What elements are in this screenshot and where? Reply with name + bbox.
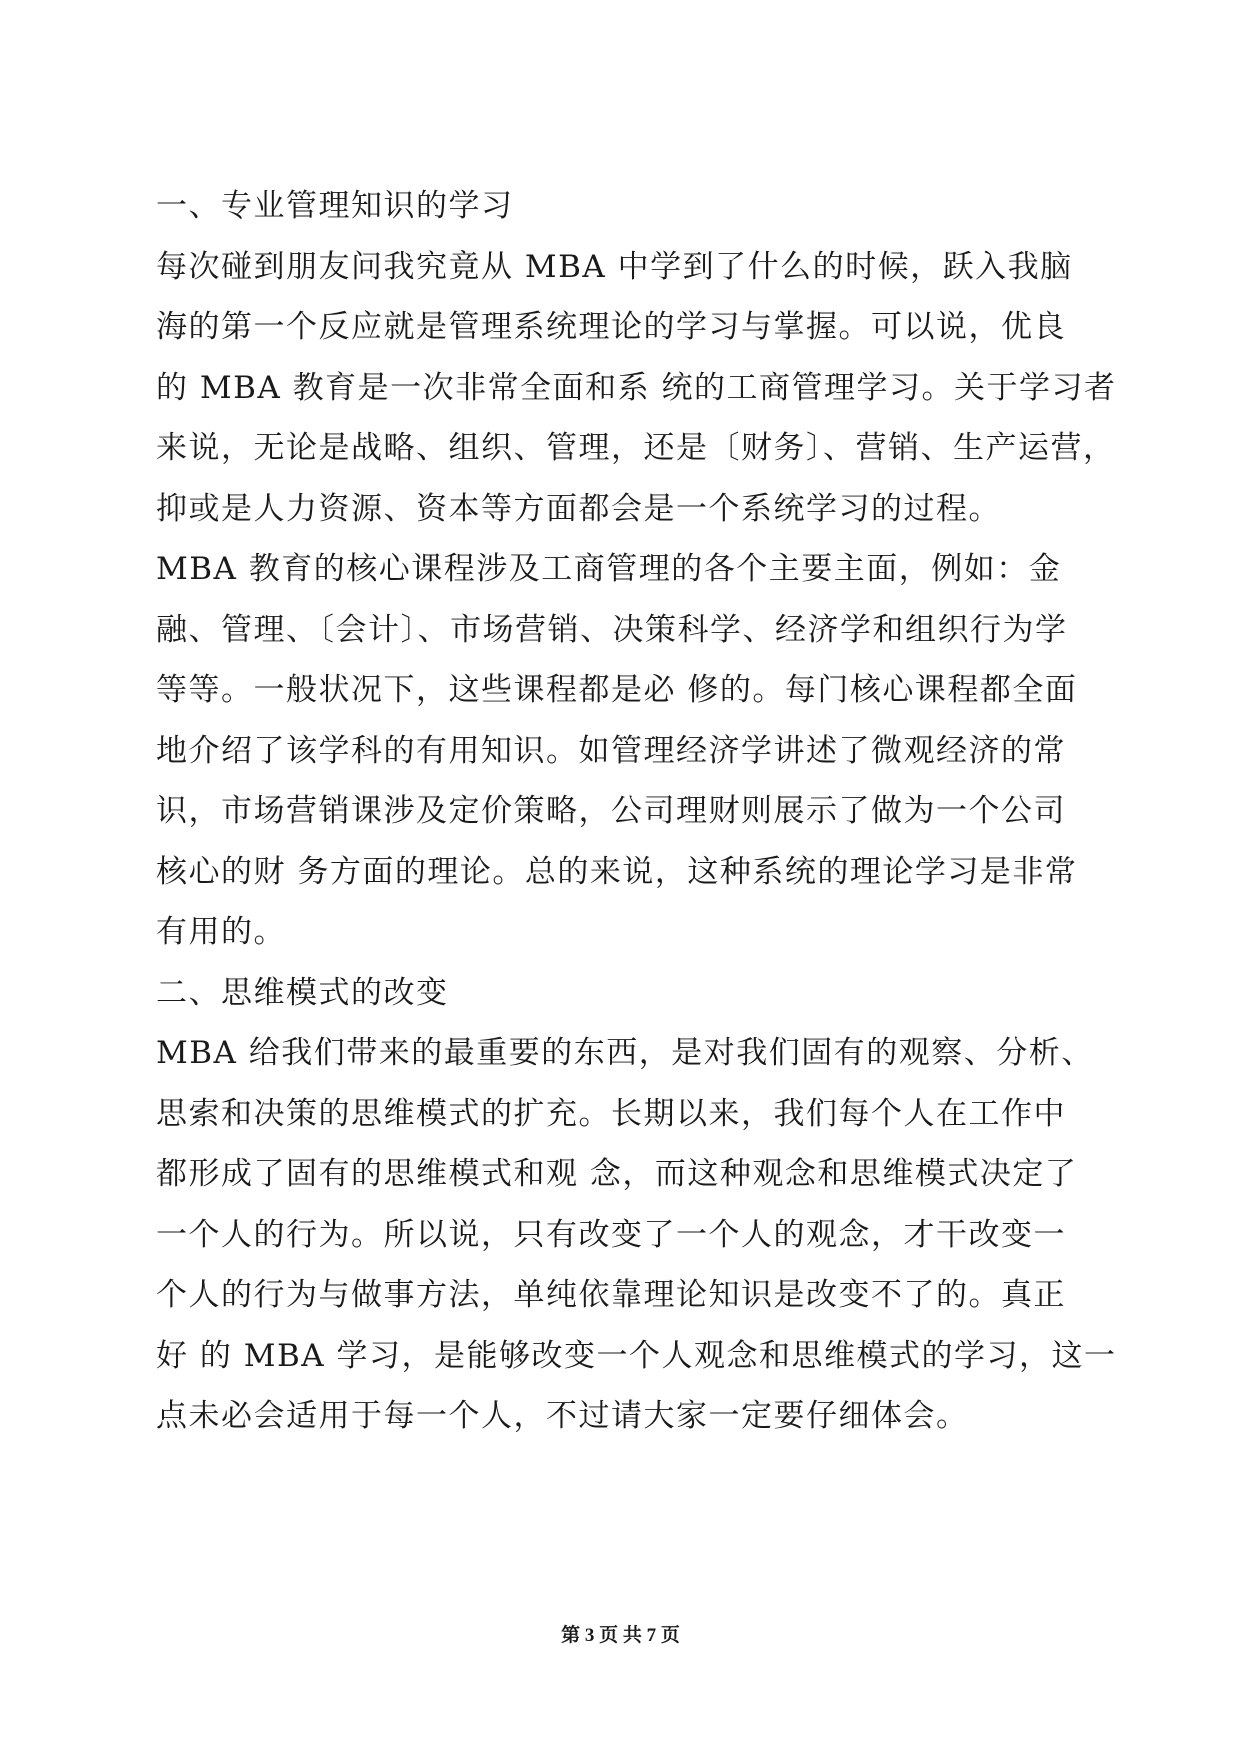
body-line: 融、管理、〔会计〕、市场营销、决策科学、经济学和组织行为学 — [156, 611, 1068, 648]
body-line: 好 的 MBA 学习，是能够改变一个人观念和思维模式的学习，这一 — [156, 1337, 1117, 1374]
body-line: 个人的行为与做事方法，单纯依靠理论知识是改变不了的。真正 — [156, 1277, 1066, 1313]
section-heading-1: 一、专业管理知识的学习 — [156, 188, 514, 224]
section-heading-2: 二、思维模式的改变 — [156, 974, 449, 1011]
body-line: 地介绍了该学科的有用知识。如管理经济学讲述了微观经济的常 — [156, 732, 1066, 769]
body-line: 抑或是人力资源、资本等方面都会是一个系统学习的过程。 — [156, 490, 1001, 527]
body-line: 的 MBA 教育是一次非常全面和系 统的工商管理学习。关于学习者 — [156, 369, 1117, 406]
body-line: MBA 教育的核心课程涉及工商管理的各个主要主面，例如：金 — [156, 551, 1062, 587]
body-line: 识，市场营销课涉及定价策略，公司理财则展示了做为一个公司 — [156, 793, 1066, 829]
body-line: MBA 给我们带来的最重要的东西，是对我们固有的观察、分析、 — [156, 1035, 1094, 1071]
document-body — [156, 176, 1117, 1447]
body-line: 来说，无论是战略、组织、管理，还是〔财务〕、营销、生产运营， — [156, 430, 1116, 466]
body-line: 有用的。 — [156, 914, 286, 950]
body-line: 点未必会适用于每一个人，不过请大家一定要仔细体会。 — [156, 1398, 969, 1434]
body-line: 思索和决策的思维模式的扩充。长期以来，我们每个人在工作中 — [156, 1095, 1066, 1132]
body-line: 每次碰到朋友问我究竟从 MBA 中学到了什么的时候，跃入我脑 — [156, 248, 1073, 285]
body-line: 核心的财 务方面的理论。总的来说，这种系统的理论学习是非常 — [156, 853, 1078, 890]
page-number-footer: 第 3 页 共 7 页 — [561, 1625, 680, 1646]
body-line: 海的第一个反应就是管理系统理论的学习与掌握。可以说，优良 — [156, 309, 1066, 345]
body-line: 都形成了固有的思维模式和观 念，而这种观念和思维模式决定了 — [156, 1156, 1078, 1192]
body-line: 等等。一般状况下，这些课程都是必 修的。每门核心课程都全面 — [156, 672, 1078, 708]
body-line: 一个人的行为。所以说，只有改变了一个人的观念，才干改变一 — [156, 1216, 1066, 1253]
